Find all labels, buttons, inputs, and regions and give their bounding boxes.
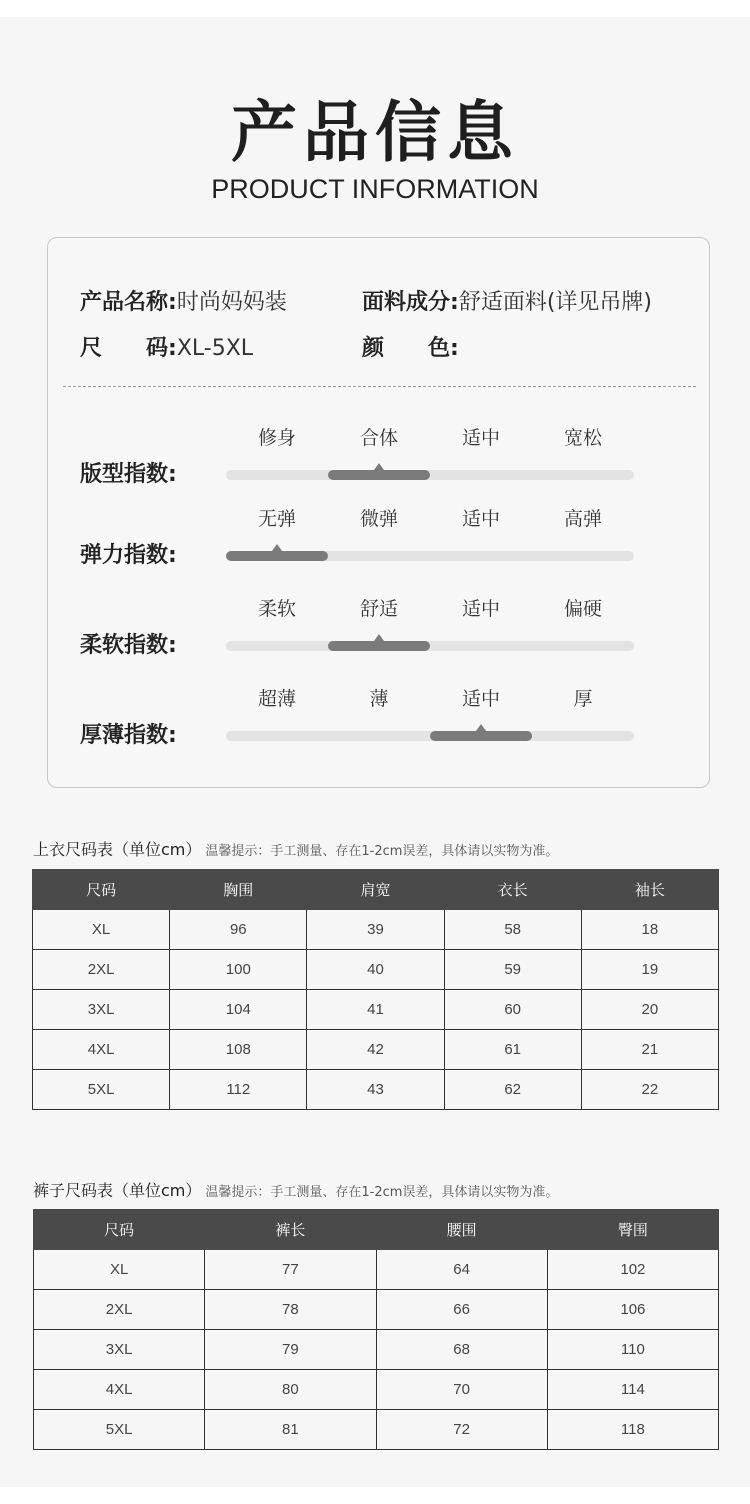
table-cell: 5XL	[34, 1410, 205, 1450]
column-header: 袖长	[581, 870, 718, 910]
index-label: 版型指数:	[80, 462, 177, 487]
top-size-table	[32, 869, 719, 1110]
table-row	[33, 1030, 719, 1070]
index-row	[48, 684, 711, 754]
column-header: 裤长	[205, 1210, 376, 1250]
table-cell: 60	[444, 990, 581, 1030]
index-option: 合体	[359, 427, 398, 449]
table-cell: 96	[170, 910, 307, 950]
table-row	[34, 1330, 719, 1370]
index-option: 薄	[369, 688, 389, 710]
column-header: 尺码	[34, 1210, 205, 1250]
dashed-divider	[63, 386, 696, 387]
table-cell: 18	[581, 910, 718, 950]
table-cell: 59	[444, 950, 581, 990]
table-cell: 72	[376, 1410, 547, 1450]
pants-size-table-note: 温馨提示：手工测量、存在1-2cm误差，具体请以实物为准。	[205, 1185, 559, 1200]
table-cell: 41	[307, 990, 444, 1030]
page-title: 产品信息	[231, 94, 519, 171]
table-cell: 64	[376, 1250, 547, 1290]
index-option: 高弹	[563, 508, 602, 530]
column-header: 胸围	[170, 870, 307, 910]
table-row	[33, 990, 719, 1030]
table-cell: 112	[170, 1070, 307, 1110]
table-cell: XL	[33, 910, 170, 950]
table-cell: 4XL	[34, 1370, 205, 1410]
table-row	[34, 1410, 719, 1450]
size-range-row	[80, 331, 253, 362]
table-row	[33, 910, 719, 950]
index-label: 弹力指数:	[80, 543, 177, 568]
index-track	[226, 551, 634, 561]
product-info-page	[0, 17, 750, 1487]
column-header: 衣长	[444, 870, 581, 910]
table-cell: 43	[307, 1070, 444, 1110]
table-cell: 61	[444, 1030, 581, 1070]
table-cell: 118	[547, 1410, 718, 1450]
table-row	[33, 950, 719, 990]
table-cell: 2XL	[33, 950, 170, 990]
index-option: 适中	[461, 688, 500, 710]
top-size-table-caption	[33, 837, 558, 860]
page-subtitle: PRODUCT INFORMATION	[211, 174, 539, 204]
table-cell: 104	[170, 990, 307, 1030]
table-cell: 66	[376, 1290, 547, 1330]
index-track	[226, 470, 634, 480]
product-name-row	[80, 285, 287, 316]
fabric-label: 面料成分:	[362, 290, 459, 315]
table-cell: XL	[34, 1250, 205, 1290]
index-marker	[226, 551, 328, 561]
index-row	[48, 423, 711, 493]
index-option: 适中	[461, 508, 500, 530]
table-cell: 79	[205, 1330, 376, 1370]
table-cell: 70	[376, 1370, 547, 1410]
table-cell: 80	[205, 1370, 376, 1410]
table-cell: 2XL	[34, 1290, 205, 1330]
table-row	[33, 1070, 719, 1110]
column-header: 腰围	[376, 1210, 547, 1250]
index-marker	[328, 641, 430, 651]
index-option: 适中	[461, 598, 500, 620]
pants-size-table-caption	[33, 1178, 558, 1201]
table-cell: 114	[547, 1370, 718, 1410]
index-option: 厚	[573, 688, 593, 710]
column-header: 肩宽	[307, 870, 444, 910]
index-option: 超薄	[257, 688, 296, 710]
table-cell: 102	[547, 1250, 718, 1290]
pants-size-table	[33, 1209, 719, 1450]
index-row	[48, 504, 711, 574]
index-label: 柔软指数:	[80, 633, 177, 658]
product-info-card	[47, 237, 710, 788]
table-header-row	[33, 870, 719, 910]
table-cell: 19	[581, 950, 718, 990]
top-size-table-title: 上衣尺码表（单位cm）	[33, 840, 202, 859]
pants-size-table-title: 裤子尺码表（单位cm）	[33, 1181, 202, 1200]
index-option: 柔软	[257, 598, 296, 620]
index-option: 无弹	[257, 508, 296, 530]
index-option: 舒适	[359, 598, 398, 620]
product-name-label: 产品名称:	[80, 290, 177, 315]
table-cell: 62	[444, 1070, 581, 1110]
table-cell: 100	[170, 950, 307, 990]
table-cell: 42	[307, 1030, 444, 1070]
column-header: 臀围	[547, 1210, 718, 1250]
index-option: 修身	[257, 427, 296, 449]
table-row	[34, 1250, 719, 1290]
index-option: 适中	[461, 427, 500, 449]
size-range-label: 尺 码:	[80, 336, 177, 361]
fabric-value: 舒适面料(详见吊牌)	[458, 290, 652, 315]
table-cell: 5XL	[33, 1070, 170, 1110]
index-option: 微弹	[359, 508, 398, 530]
fabric-row	[362, 285, 652, 316]
table-cell: 3XL	[33, 990, 170, 1030]
color-row	[362, 331, 459, 362]
table-cell: 21	[581, 1030, 718, 1070]
column-header: 尺码	[33, 870, 170, 910]
table-header-row	[34, 1210, 719, 1250]
index-marker	[328, 470, 430, 480]
index-option: 偏硬	[563, 598, 602, 620]
table-cell: 39	[307, 910, 444, 950]
color-label: 颜 色:	[362, 336, 459, 361]
index-option: 宽松	[563, 427, 602, 449]
table-cell: 77	[205, 1250, 376, 1290]
table-cell: 68	[376, 1330, 547, 1370]
table-cell: 106	[547, 1290, 718, 1330]
table-cell: 22	[581, 1070, 718, 1110]
table-cell: 108	[170, 1030, 307, 1070]
top-size-table-note: 温馨提示：手工测量、存在1-2cm误差，具体请以实物为准。	[205, 844, 559, 859]
table-row	[34, 1290, 719, 1330]
table-cell: 4XL	[33, 1030, 170, 1070]
table-cell: 81	[205, 1410, 376, 1450]
product-name-value: 时尚妈妈装	[176, 290, 287, 315]
table-cell: 58	[444, 910, 581, 950]
index-marker	[430, 731, 532, 741]
index-track	[226, 731, 634, 741]
table-cell: 78	[205, 1290, 376, 1330]
index-track	[226, 641, 634, 651]
table-cell: 40	[307, 950, 444, 990]
table-row	[34, 1370, 719, 1410]
table-cell: 20	[581, 990, 718, 1030]
index-row	[48, 594, 711, 664]
size-range-value: XL-5XL	[176, 336, 254, 361]
table-cell: 3XL	[34, 1330, 205, 1370]
table-cell: 110	[547, 1330, 718, 1370]
index-label: 厚薄指数:	[80, 723, 177, 748]
